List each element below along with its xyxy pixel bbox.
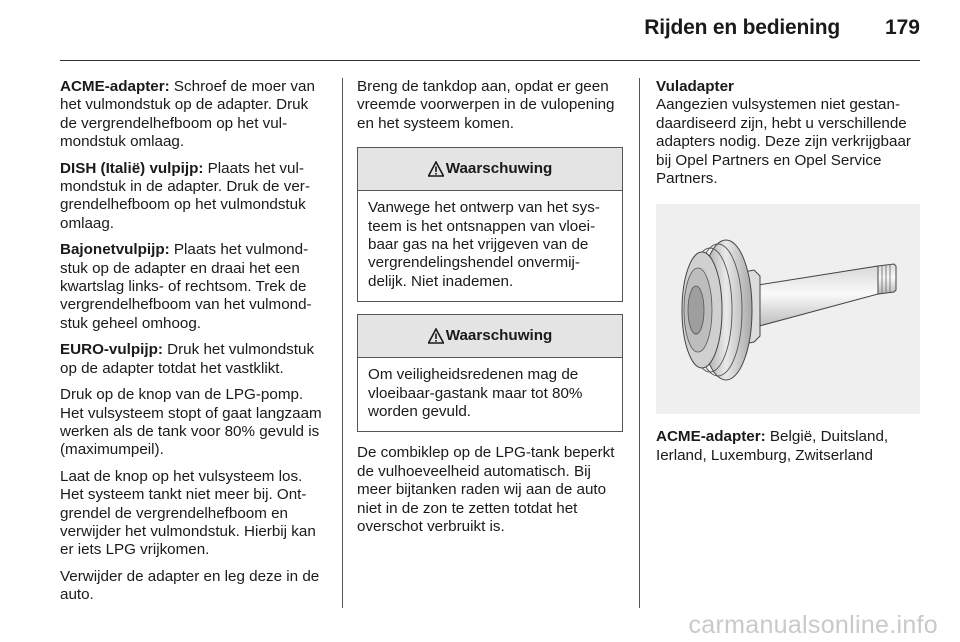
adapter-drawing xyxy=(656,204,920,414)
warning-title: Waarschuwing xyxy=(445,327,553,345)
paragraph-acme xyxy=(60,78,328,152)
page-header xyxy=(0,0,960,62)
paragraph-euro xyxy=(60,341,328,378)
term-label: ACME-adapter: xyxy=(656,428,766,446)
header-title: Rijden en bediening xyxy=(644,16,840,39)
term-label: DISH (Italië) vulpijp: xyxy=(60,159,204,177)
term-label: Bajonetvulpijp: xyxy=(60,241,170,259)
paragraph-text: Plaats het vulmondstuk op de adapter en draai het een kwartslag links- of rechtsom. Trek de vergrendelhefboom van het vulmondstuk geheel omhoog. xyxy=(60,241,312,332)
page-number: 179 xyxy=(884,16,920,39)
header-rule xyxy=(60,60,920,61)
paragraph-bajonet xyxy=(60,241,328,333)
paragraph-tank-cap: Breng de tankdop aan, opdat er geen vreemde voorwerpen in de vulopening en het systeem komen. xyxy=(357,78,615,132)
paragraph-release xyxy=(60,468,328,560)
figure-caption xyxy=(656,428,922,465)
section-heading: Vuladapter xyxy=(656,78,734,95)
warning-triangle-icon xyxy=(428,328,444,344)
acme-adapter-illustration xyxy=(656,204,920,414)
paragraph-pump xyxy=(60,386,328,460)
paragraph-text: Plaats het vulmondstuk in de adapter. Druk de vergrendelhefboom op het vulmondstuk omlaag. xyxy=(60,159,310,232)
warning-header xyxy=(358,148,622,191)
paragraph-text: Laat de knop op het vulsysteem los. Het systeem tankt niet meer bij. Ontgrendel de vergrendelhefboom en verwijder het vulmondstuk. Hierbij kan er iets LPG vrijkomen. xyxy=(60,467,316,559)
paragraph-text: Schroef de moer van het vulmondstuk op de adapter. Druk de vergrendelhefboom op het vulmondstuk omlaag. xyxy=(60,78,315,151)
warning-box-2 xyxy=(357,314,623,432)
paragraph-text: Druk het vulmondstuk op de adapter totdat het vastklikt. xyxy=(60,341,315,377)
term-label: ACME-adapter: xyxy=(60,78,170,95)
paragraph-text: Verwijder de adapter en leg deze in de auto. xyxy=(60,567,320,604)
paragraph-dish xyxy=(60,160,328,234)
paragraph-combi-valve: De combiklep op de LPG-tank beperkt de vulhoeveelheid automatisch. Bij meer bijtanken raden wij aan de auto niet in de zon te zetten totdat het overschot verbruikt is. xyxy=(357,444,615,536)
term-label: EURO-vulpijp: xyxy=(60,341,163,359)
column-divider-1 xyxy=(342,78,343,608)
warning-text: Vanwege het ontwerp van het systeem is het ontsnappen van vloeibaar gas na het vrijgeven van de vergrendelingshendel onvermijdelijk. Niet inademen. xyxy=(368,199,600,290)
warning-triangle-icon xyxy=(428,161,444,177)
paragraph-remove xyxy=(60,568,328,605)
caption-text: België, Duitsland, Ierland, Luxemburg, Zwitserland xyxy=(656,428,889,464)
paragraph-adapters: Aangezien vulsystemen niet gestandaardiseerd zijn, hebt u verschillende adapters nodig. Deze zijn verkrijgbaar bij Opel Partners en Opel Service Partners. xyxy=(656,96,911,188)
warning-box-1 xyxy=(357,147,623,302)
paragraph-text: Druk op de knop van de LPG-pomp. Het vulsysteem stopt of gaat langzaam werken als de tank voor 80% gevuld is (maximumpeil). xyxy=(60,386,322,459)
warning-text: Om veiligheidsredenen mag de vloeibaar-gastank maar tot 80% worden gevuld. xyxy=(368,366,583,421)
column-3 xyxy=(656,78,922,473)
column-1 xyxy=(60,78,328,613)
warning-header xyxy=(358,315,622,358)
column-2 xyxy=(357,78,625,545)
warning-title: Waarschuwing xyxy=(445,160,553,178)
watermark: carmanualsonline.info xyxy=(688,611,938,639)
column-divider-2 xyxy=(639,78,640,608)
